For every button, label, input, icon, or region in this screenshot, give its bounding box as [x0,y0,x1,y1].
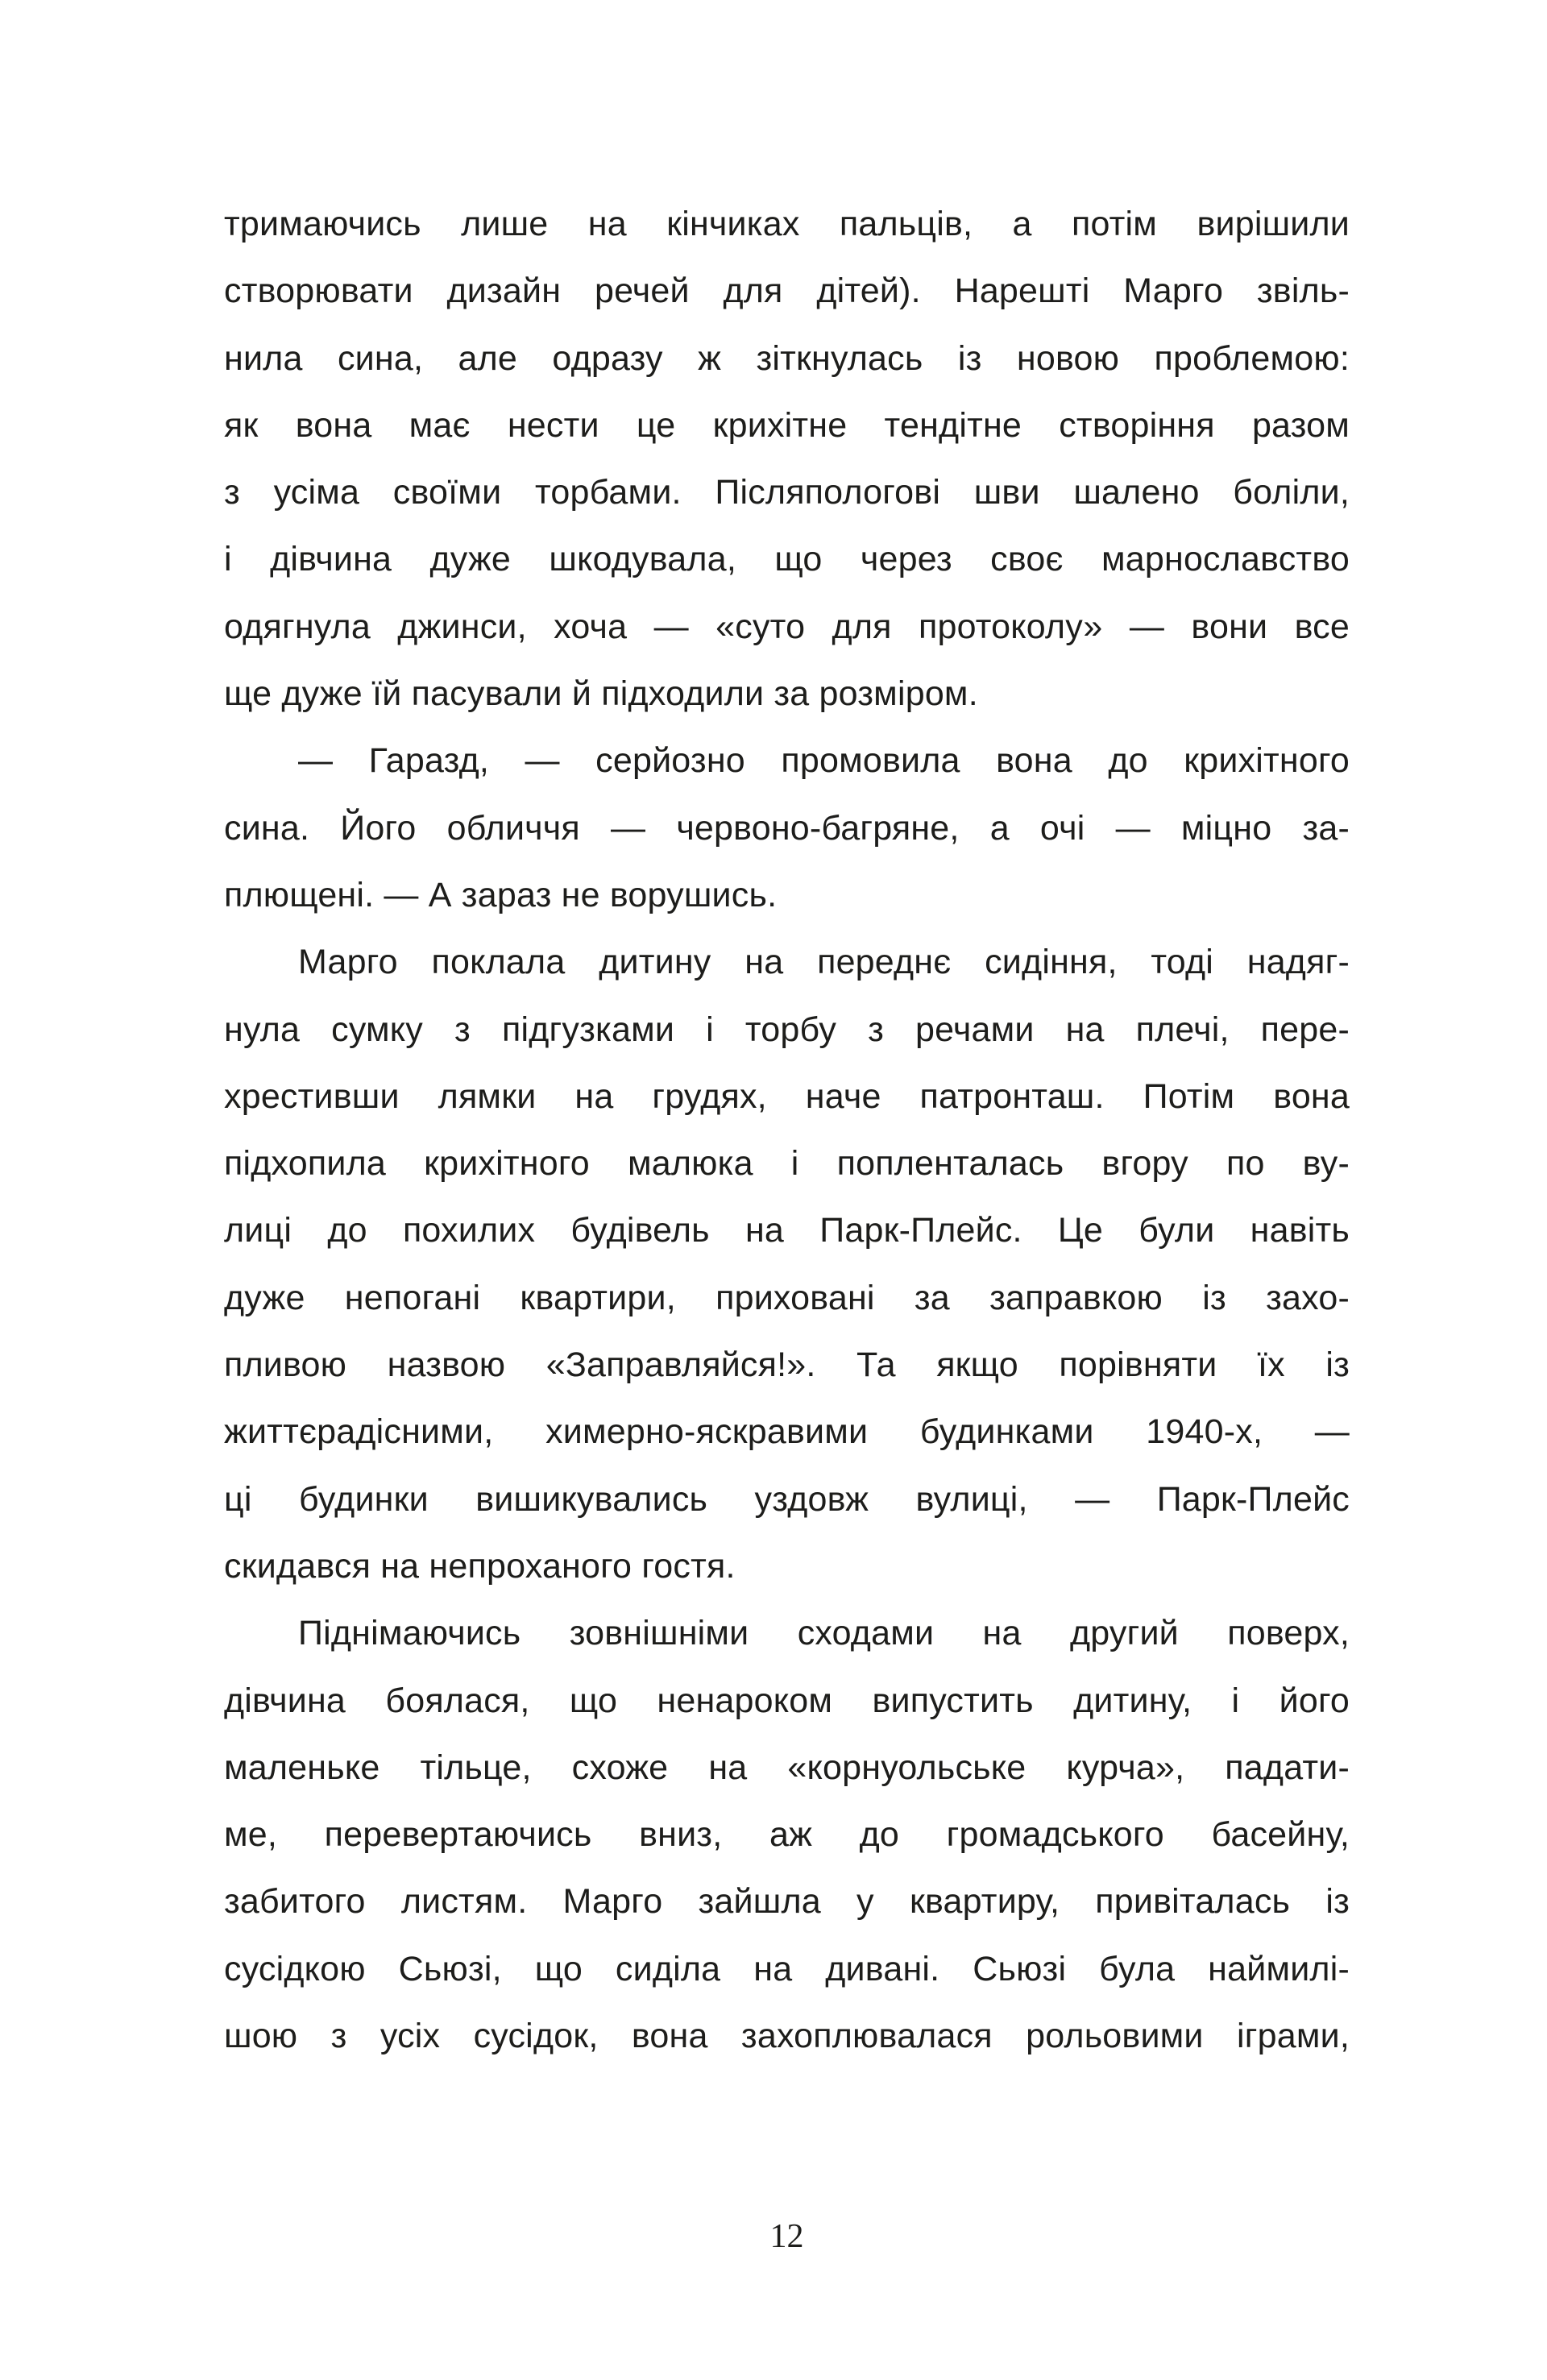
text-line: маленьке тільце, схоже на «корнуольське курча», падати- [224,1748,1350,1787]
text-line: дуже непогані квартири, приховані за заправкою із захо- [224,1278,1350,1317]
text-line: ме, перевертаючись вниз, аж до громадського басейну, [224,1815,1350,1855]
text-line: підхопила крихітного малюка і попленталась вгору по ву- [224,1144,1350,1184]
text-line: як вона має нести це крихітне тендітне створіння разом [224,405,1350,445]
text-line: — Гаразд, — серйозно промовила вона до крихітного [298,741,1350,781]
text-line: життєрадісними, химерно-яскравими будинками 1940-х, — [224,1412,1350,1452]
paragraph [224,191,1350,728]
text-line: Марго поклала дитину на переднє сидіння, тоді надяг- [298,943,1350,982]
paragraph [224,728,1350,929]
text-line: нила сина, але одразу ж зіткнулась із новою проблемою: [224,338,1350,378]
text-line: сусідкою Сьюзі, що сиділа на дивані. Сьюзі була наймилі- [224,1949,1350,1988]
text-line: скидався на непроханого гостя. [224,1546,736,1586]
body-text [224,191,1350,2070]
text-line: нула сумку з підгузками і торбу з речами на плечі, пере- [224,1010,1350,1049]
text-line: пливою назвою «Заправляйся!». Та якщо порівняти їх із [224,1345,1350,1385]
text-line: дівчина боялася, що ненароком випустить дитину, і його [224,1681,1350,1720]
text-line: лиці до похилих будівель на Парк-Плейс. Це були навіть [224,1211,1350,1250]
text-line: і дівчина дуже шкодувала, що через своє марнославство [224,540,1350,579]
text-line: з усіма своїми торбами. Післяпологові шви шалено боліли, [224,473,1350,512]
text-line: ці будинки вишикувались уздовж вулиці, — Парк-Плейс [224,1479,1350,1519]
text-line: сина. Його обличчя — червоно-багряне, а очі — міцно за- [224,808,1350,848]
text-line: одягнула джинси, хоча — «суто для протоколу» — вони все [224,607,1350,646]
page-number: 12 [769,2218,804,2255]
text-line: забитого листям. Марго зайшла у квартиру, привіталась із [224,1882,1350,1922]
text-line: ще дуже їй пасували й підходили за розміром. [224,674,978,714]
text-line: Піднімаючись зовнішніми сходами на другий поверх, [298,1614,1350,1653]
paragraph [224,1600,1350,2070]
text-line: плющені. — А зараз не ворушись. [224,875,778,914]
text-line: шою з усіх сусідок, вона захоплювалася рольовими іграми, [224,2017,1350,2056]
paragraph [224,929,1350,1600]
text-line: створювати дизайн речей для дітей). Нарешті Марго звіль- [224,272,1350,311]
text-line: тримаючись лише на кінчиках пальців, а потім вирішили [224,205,1350,243]
text-line: хрестивши лямки на грудях, наче патронташ. Потім вона [224,1076,1350,1116]
